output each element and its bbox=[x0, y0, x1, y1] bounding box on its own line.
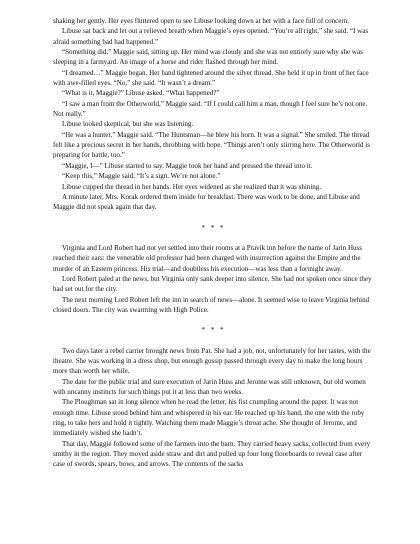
paragraph: “He was a hunter,” Maggie said. “The Huntsman—he blew his horn. It was a signal.” She smiled. The thread felt like a precious secret in her hands, throbbing with hope. “Things aren’t only stirring here. The Otherworld is preparing for battle, too.” bbox=[53, 130, 370, 160]
paragraph: “What is it, Maggie?” Libuse asked. “What happened?” bbox=[62, 89, 220, 98]
paragraph: Lord Robert paled at the news, but Virginia only sank deeper into silence. She had not spoken once since they had set out for the city. bbox=[53, 274, 372, 294]
paragraph: The date for the public trial and sure execution of Jarin Huss and Jerome was still unknown, but old women with uncanny instincts for such things put it at less than two weeks. bbox=[53, 377, 366, 396]
paragraph: A minute later, Mrs. Korak ordered them inside for breakfast. There was work to be done, and Libuse and Maggie did not speak again that day. bbox=[53, 192, 360, 212]
paragraph: “I saw a man from the Otherworld,” Maggie said. “If I could call him a man, though I feel sure he’s not one. Not really.” bbox=[53, 99, 368, 119]
paragraph: Virginia and Lord Robert had not yet settled into their rooms at a Pravik inn before the name of Jarin Huss reached their ears: the venerable old professor had been charged with insurrection against the Empire and the murder of an Eastern princess. His trial—and doubtless his execution—was less than a fortnight away. bbox=[53, 243, 363, 273]
scene-section-3 bbox=[53, 346, 374, 470]
paragraph: Libuse cupped the thread in her hands. Her eyes widened as she realized that it was shining. bbox=[62, 182, 322, 191]
paragraph: shaking her gently. Her eyes fluttered open to see Libuse looking down at her with a face full of concern. bbox=[53, 17, 349, 25]
scene-section-2 bbox=[53, 243, 374, 315]
paragraph: The next morning Lord Robert left the inn in search of news—alone. It seemed wise to leave Virginia behind closed doors. The city was swarming with High Police. bbox=[53, 295, 370, 314]
scene-break: * * * bbox=[201, 326, 226, 335]
scene-break: * * * bbox=[201, 223, 226, 232]
paragraph: The Ploughman sat in long silence when he read the letter, his fist crumpling around the paper. It was not enough time. Libuse stood behind him and whispered in his ear. He reached up his hand, the one with the ruby ring, to take hers and hold it tightly. Watching them made Maggie’s throat ache. She thought of Jerome, and immediately wished she hadn’t. bbox=[53, 398, 365, 438]
paragraph: Libuse looked skeptical, but she was listening. bbox=[62, 120, 194, 129]
scene-section-1 bbox=[53, 16, 374, 213]
paragraph: “Something did,” Maggie said, sitting up. Her mind was cloudy and she was not entirely sure why she was sleeping in a farmyard. An image of a horse and rider flashed through her mind. bbox=[53, 48, 363, 67]
paragraph: “I dreamed…” Maggie began. Her hand tightened around the silver thread. She held it up in front of her face with awe-filled eyes. “No,” she said. “It wasn’t a dream.” bbox=[53, 68, 369, 88]
paragraph: That day, Maggie followed some of the farmers into the barn. They carried heavy sacks, collected from every smithy in the region. They moved aside straw and dirt and pulled up four long floorboards to reveal case after case of swords, spears, bows, and arrows. The contents of the sacks bbox=[53, 439, 371, 469]
paragraph: Libuse sat back and let out a relieved breath when Maggie’s eyes opened. “You’re all right,” she said. “I was afraid something bad had happened.” bbox=[53, 27, 369, 46]
paragraph: “Maggie, I—” Libuse started to say. Maggie took her hand and pressed the thread into it. bbox=[62, 161, 313, 170]
paragraph: “Keep this,” Maggie said. “It’s a sign. We’re not alone.” bbox=[62, 172, 221, 181]
paragraph: Two days later a rebel carrier brought news from Pat. She had a job, not, unfortunately for her tastes, with the theatre. She was working in a dress shop, but enough gossip passed through every day to make the long hours more than worth her while. bbox=[53, 346, 371, 376]
